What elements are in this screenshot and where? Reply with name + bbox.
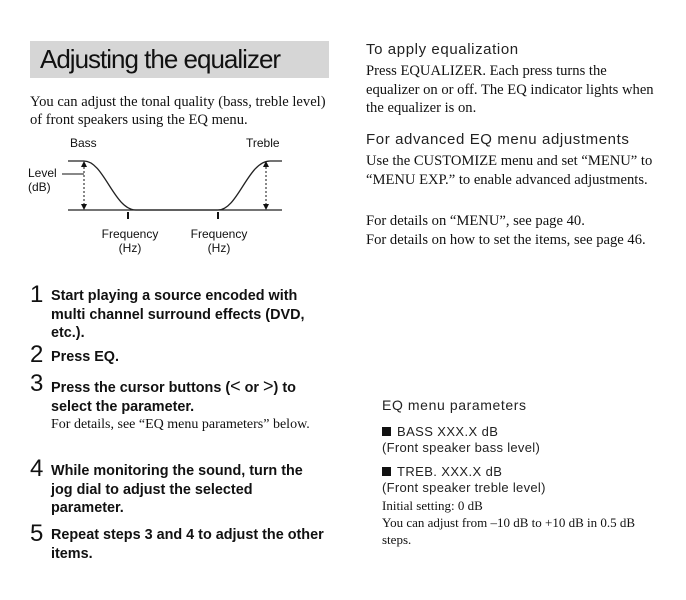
treble-arrow-down: [263, 204, 269, 210]
step-3-text: Press the cursor buttons (< or >) to select the parameter.: [51, 376, 296, 415]
eq-curve-diagram: [26, 134, 286, 256]
step-1-text: Start playing a source encoded with multi channel surround effects (DVD, etc.).: [51, 288, 305, 341]
adjust-range-note: You can adjust from –10 dB to +10 dB in 0.5 dB steps.: [382, 515, 636, 547]
intro-paragraph: You can adjust the tonal quality (bass, treble level) of front speakers using the EQ menu.: [30, 94, 326, 128]
level-unit-label: (dB): [28, 180, 51, 194]
page-title: Adjusting the equalizer: [40, 44, 281, 74]
param-bass-description: (Front speaker bass level): [382, 440, 541, 455]
eq-response-curve: [68, 161, 282, 210]
initial-setting: Initial setting: 0 dB: [382, 498, 483, 513]
frequency-right-label: Frequency: [190, 227, 248, 241]
apply-equalization-heading: To apply equalization: [366, 41, 519, 58]
step-3-number: 3: [30, 370, 44, 397]
bass-label: Bass: [70, 136, 97, 150]
step-3-note: For details, see “EQ menu parameters” below.: [51, 417, 310, 432]
advanced-menu-heading: For advanced EQ menu adjustments: [366, 131, 630, 148]
cursor-left-symbol: <: [230, 376, 241, 396]
frequency-right-unit: (Hz): [207, 241, 231, 255]
details-menu-reference: For details on “MENU”, see page 40.: [366, 213, 585, 229]
step-4-text: While monitoring the sound, turn the jog dial to adjust the selected parameter.: [51, 463, 303, 516]
bullet-square-icon: [382, 427, 391, 436]
param-treble-name: TREB. XXX.X dB: [382, 464, 502, 480]
step-2-text: Press EQ.: [51, 349, 119, 365]
step-5-number: 5: [30, 520, 44, 547]
param-treble-description: (Front speaker treble level): [382, 480, 546, 495]
bullet-square-icon: [382, 467, 391, 476]
step-2-number: 2: [30, 341, 44, 368]
frequency-left-unit: (Hz): [118, 241, 142, 255]
step-1-number: 1: [30, 281, 44, 308]
details-items-reference: For details on how to set the items, see page 46.: [366, 232, 646, 248]
step-5-text: Repeat steps 3 and 4 to adjust the other items.: [51, 527, 324, 562]
bass-arrow-down: [81, 204, 87, 210]
treble-label: Treble: [246, 136, 280, 150]
cursor-right-symbol: >: [263, 376, 274, 396]
frequency-left-label: Frequency: [101, 227, 159, 241]
advanced-menu-body: Use the CUSTOMIZE menu and set “MENU” to “MENU EXP.” to enable advanced adjustments.: [366, 153, 653, 188]
param-bass-name: BASS XXX.X dB: [382, 424, 498, 440]
bass-arrow-up: [81, 161, 87, 167]
step-4-number: 4: [30, 455, 44, 482]
eq-parameters-heading: EQ menu parameters: [382, 397, 527, 413]
apply-equalization-body: Press EQUALIZER. Each press turns the equalizer on or off. The EQ indicator lights when the equalizer is on.: [366, 63, 654, 116]
level-label: Level: [28, 166, 57, 180]
